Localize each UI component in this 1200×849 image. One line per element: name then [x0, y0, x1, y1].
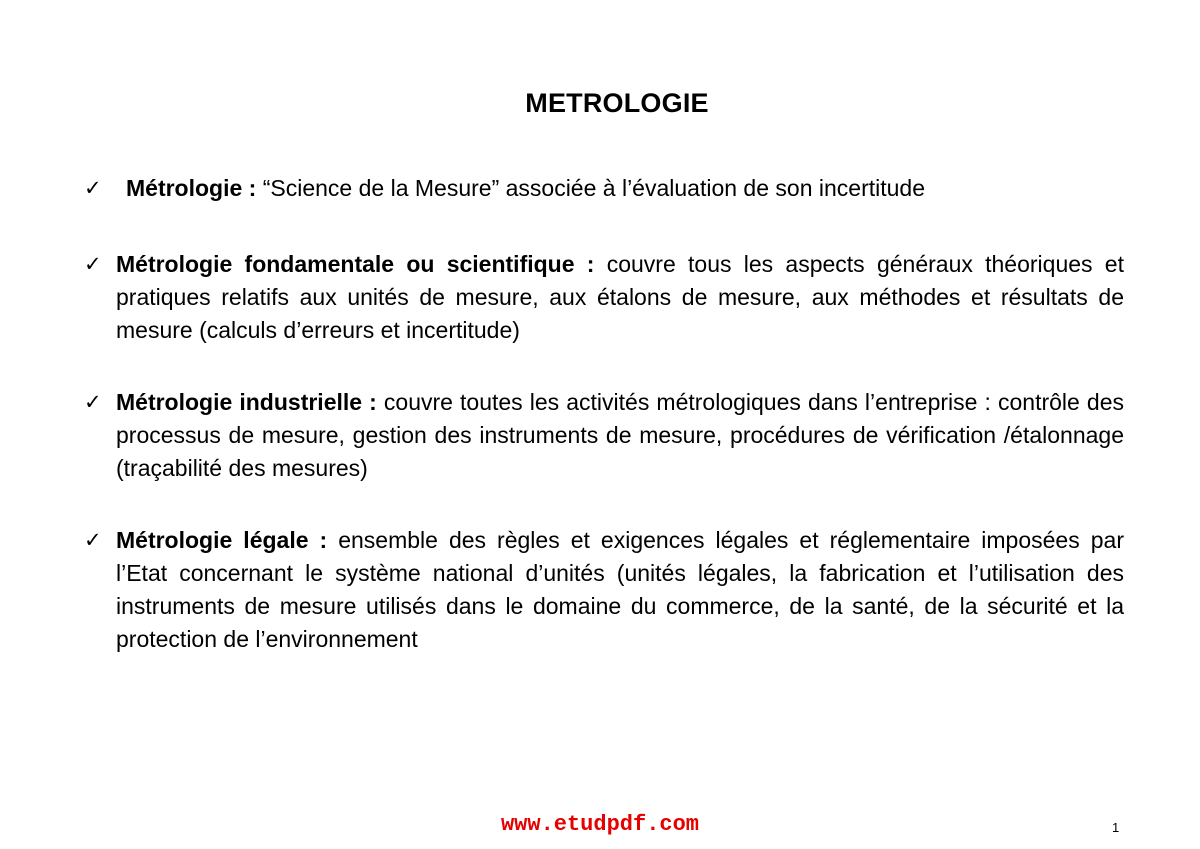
- bullet-term: Métrologie :: [126, 175, 257, 201]
- checkmark-icon: ✓: [84, 528, 102, 552]
- footer-website-link[interactable]: www.etudpdf.com: [500, 812, 700, 837]
- bullet-text: couvre toutes les activités métrologiques dans l’entreprise : contrôle des processus de mesure, gestion des instruments de mesure, procédures de vérification /étalonnage (traçabilité des mesures): [116, 389, 1124, 481]
- bullet-term: Métrologie légale :: [116, 527, 328, 553]
- checkmark-icon: ✓: [84, 252, 102, 276]
- page-number: 1: [1112, 820, 1120, 835]
- bullet-item-metrologie: [84, 172, 1124, 205]
- bullet-list: [84, 172, 1124, 695]
- bullet-item-industrielle: [84, 386, 1124, 485]
- bullet-item-legale: [84, 524, 1124, 656]
- bullet-text: “Science de la Mesure” associée à l’évaluation de son incertitude: [256, 175, 925, 201]
- bullet-text: couvre tous les aspects généraux théoriques et pratiques relatifs aux unités de mesure, aux étalons de mesure, aux méthodes et résultats de mesure (calculs d’erreurs et incertitude): [116, 251, 1124, 343]
- bullet-text: ensemble des règles et exigences légales et réglementaire imposées par l’Etat concernant le système national d’unités (unités légales, la fabrication et l’utilisation des instruments de mesure utilisés dans le domaine du commerce, de la santé, de la sécurité et la protection de l’environnement: [116, 527, 1124, 652]
- page-title: METROLOGIE: [525, 88, 709, 118]
- checkmark-icon: ✓: [84, 390, 102, 414]
- bullet-term: Métrologie industrielle :: [116, 389, 377, 415]
- bullet-term: Métrologie fondamentale ou scientifique :: [116, 251, 595, 277]
- checkmark-icon: ✓: [84, 176, 102, 200]
- bullet-item-fondamentale: [84, 248, 1124, 347]
